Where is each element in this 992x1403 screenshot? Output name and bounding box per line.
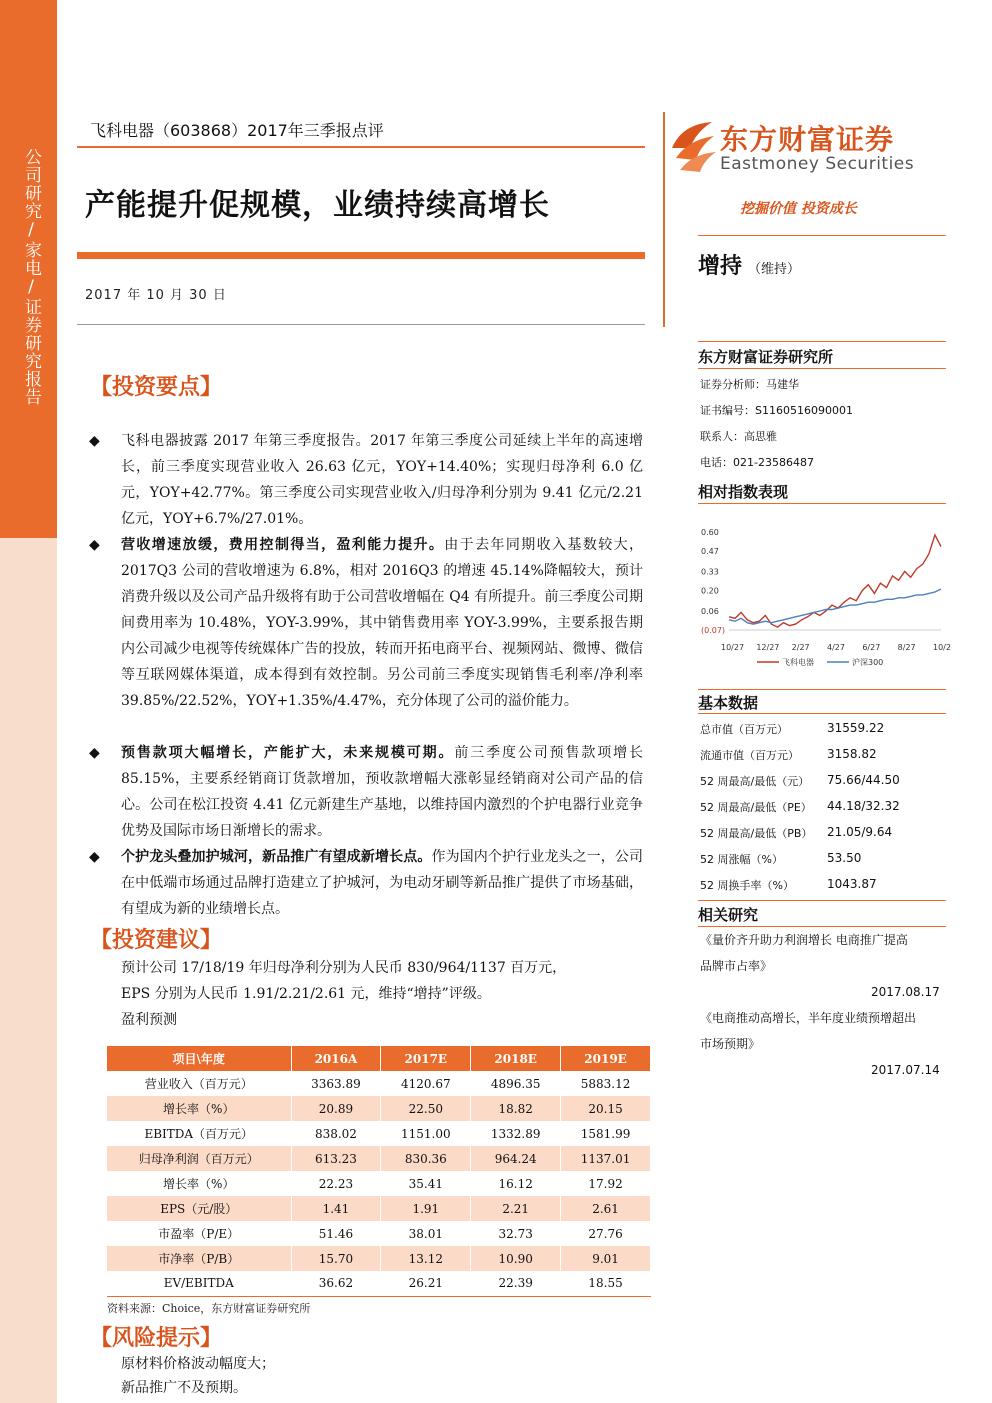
- related-item-2-line1[interactable]: 《电商推动高增长，半年度业绩预增超出: [700, 1011, 917, 1025]
- key-point-4-text: 作为国内个护行业龙头之一，公司在中低端市场通过品牌打造建立了护城河，为电动牙刷等新品推广提供了市场基础，有望成为新的业绩增长点。: [121, 849, 644, 917]
- basic-data-value: 75.66/44.50: [827, 773, 900, 787]
- header-divider: [663, 112, 665, 327]
- y-tick-label: 0.06: [701, 606, 719, 616]
- report-date: 2017 年 10 月 30 日: [85, 288, 227, 303]
- table-cell: EBITDA（百万元）: [107, 1121, 291, 1146]
- table-cell: 36.62: [291, 1271, 381, 1296]
- forecast-table: [107, 1046, 651, 1297]
- bullet-diamond-icon: ◆: [89, 849, 100, 865]
- x-tick-label: 6/27: [862, 643, 881, 652]
- brand-name-en: Eastmoney Securities: [720, 154, 915, 174]
- bullet-diamond-icon: ◆: [89, 745, 100, 761]
- table-cell: 4896.35: [471, 1071, 561, 1096]
- legend-label: 沪深300: [852, 658, 884, 667]
- table-cell: 38.01: [381, 1221, 471, 1246]
- basic-data-label: 52 周最高/最低（PB）: [700, 827, 813, 840]
- rating-sub: （维持）: [748, 262, 801, 277]
- basic-data-label: 流通市值（百万元）: [700, 749, 799, 762]
- suggestion-title: 【投资建议】: [90, 927, 223, 953]
- table-cell: 613.23: [291, 1146, 381, 1171]
- suggestion-line-1: 预计公司 17/18/19 年归母净利分别为人民币 830/964/1137 百万元，: [121, 960, 567, 976]
- forecast-caption: 盈利预测: [121, 1012, 177, 1028]
- table-row: [107, 1246, 651, 1271]
- page-title: 产能提升促规模，业绩持续高增长: [85, 188, 550, 223]
- table-cell: 18.82: [471, 1096, 561, 1121]
- table-cell: 830.36: [381, 1146, 471, 1171]
- table-row: [107, 1196, 651, 1221]
- table-cell: 市净率（P/B）: [107, 1246, 291, 1271]
- table-cell: 27.76: [561, 1221, 651, 1246]
- table-row: [107, 1121, 651, 1146]
- table-header-cell: 2018E: [471, 1046, 561, 1071]
- table-cell: 4120.67: [381, 1071, 471, 1096]
- x-tick-label: 4/27: [827, 643, 845, 652]
- table-cell: 3363.89: [291, 1071, 381, 1096]
- rating: [698, 249, 800, 280]
- brand-name: 东方财富证券: [720, 123, 895, 156]
- basic-data-top-rule: [698, 689, 946, 690]
- table-cell: 1.91: [381, 1196, 471, 1221]
- rating-rule: [698, 235, 946, 236]
- chart-title: 相对指数表现: [698, 483, 789, 501]
- brand-slogan: 挖掘价值 投资成长: [740, 201, 857, 217]
- sidebar-category: 公司研究/家电/证券研究报告: [21, 148, 41, 406]
- table-cell: 22.39: [471, 1271, 561, 1296]
- table-header-cell: 2017E: [381, 1046, 471, 1071]
- key-point-2-text: 由于去年同期收入基数较大，2017Q3 公司的营收增速为 6.8%，相对 2016Q3 的增速 45.14%降幅较大，预计消费升级以及公司产品升级将有助于公司营收增幅在 Q4 有所提升。前三季度公司期间费用率为 10.48%，YOY-3.99%，其中销售费用率 YOY-3.99%，主要系报告期内公司减少电视等传统媒体广告的投放，转而开拓电商平台、视频网站、微博、微信等互联网媒体渠道，成本得到有效控制。另公司前三季度实现销售毛利率/净利率 39.85%/22.52%，YOY+1.35%/4.47%，充分体现了公司的溢价能力。: [121, 537, 644, 709]
- table-cell: 18.55: [561, 1271, 651, 1296]
- x-tick-label: 10/27: [721, 643, 745, 652]
- table-cell: 10.90: [471, 1246, 561, 1271]
- key-point-1-text: 飞科电器披露 2017 年第三季度报告。2017 年第三季度公司延续上半年的高速增长，前三季度实现营业收入 26.63 亿元，YOY+14.40%；实现归母净利 6.0 亿元，YOY+42.77%。第三季度公司实现营业收入/归母净利分别为 9.41 亿元/2.21 亿元，YOY+6.7%/27.01%。: [121, 433, 643, 527]
- table-header-cell: 2016A: [291, 1046, 381, 1071]
- x-tick-label: 12/27: [756, 643, 780, 652]
- table-cell: 2.21: [471, 1196, 561, 1221]
- basic-data-value: 53.50: [827, 851, 862, 865]
- bullet-diamond-icon: ◆: [89, 433, 100, 449]
- related-item-1-date: 2017.08.17: [871, 985, 940, 999]
- key-point-1: [121, 428, 643, 532]
- table-cell: 1.41: [291, 1196, 381, 1221]
- table-cell: 32.73: [471, 1221, 561, 1246]
- analyst: 证券分析师：马建华: [700, 378, 799, 391]
- chart-rule: [698, 503, 946, 504]
- table-cell: 20.15: [561, 1096, 651, 1121]
- risk-line-1: 原材料价格波动幅度大；: [121, 1356, 275, 1372]
- x-tick-label: 10/2: [933, 643, 951, 652]
- basic-data-label: 52 周涨幅（%）: [700, 853, 783, 866]
- related-title: 相关研究: [698, 906, 759, 924]
- table-cell: 35.41: [381, 1171, 471, 1196]
- table-cell: 26.21: [381, 1271, 471, 1296]
- risk-title: 【风险提示】: [90, 1325, 223, 1351]
- institute-name: 东方财富证券研究所: [698, 348, 834, 366]
- legend-label: 飞科电器: [782, 658, 814, 667]
- table-cell: 20.89: [291, 1096, 381, 1121]
- table-header-cell: 2019E: [561, 1046, 651, 1071]
- basic-data-value: 21.05/9.64: [827, 825, 893, 839]
- table-cell: 归母净利润（百万元）: [107, 1146, 291, 1171]
- date-rule: [77, 324, 645, 325]
- basic-data-label: 52 周最高/最低（元）: [700, 775, 810, 788]
- table-row: [107, 1171, 651, 1196]
- table-cell: 增长率（%）: [107, 1171, 291, 1196]
- basic-data-value: 1043.87: [827, 877, 877, 891]
- table-cell: 2.61: [561, 1196, 651, 1221]
- key-points-title: 【投资要点】: [90, 374, 223, 400]
- related-item-2-date: 2017.07.14: [871, 1063, 940, 1077]
- y-tick-label: 0.20: [701, 586, 719, 596]
- table-row: [107, 1071, 651, 1096]
- related-item-1-line2[interactable]: 品牌市占率》: [700, 959, 773, 973]
- institute-top-rule: [698, 341, 946, 342]
- title-rule: [77, 252, 645, 259]
- basic-data-label: 52 周换手率（%）: [700, 879, 794, 892]
- table-cell: 838.02: [291, 1121, 381, 1146]
- phone: 电话：021-23586487: [700, 456, 814, 469]
- contact: 联系人：高思雅: [700, 430, 777, 443]
- y-tick-label: 0.60: [701, 528, 719, 537]
- x-tick-label: 8/27: [897, 643, 916, 652]
- basic-data-value: 31559.22: [827, 721, 885, 735]
- key-point-3-lead: 预售款项大幅增长，产能扩大，未来规模可期。: [121, 745, 455, 761]
- table-cell: 22.50: [381, 1096, 471, 1121]
- table-cell: 1137.01: [561, 1146, 651, 1171]
- header-rule: [77, 146, 645, 148]
- table-cell: 1151.00: [381, 1121, 471, 1146]
- y-tick-label: 0.47: [701, 547, 719, 557]
- table-cell: 16.12: [471, 1171, 561, 1196]
- series-line-feike: [729, 535, 941, 627]
- key-point-3: [121, 740, 643, 844]
- basic-data-label: 52 周最高/最低（PE）: [700, 801, 812, 814]
- related-top-rule: [698, 900, 946, 901]
- key-point-4: [121, 844, 643, 922]
- table-header-cell: 项目\年度: [107, 1046, 291, 1071]
- y-tick-label: (0.07): [701, 626, 726, 635]
- table-cell: 增长率（%）: [107, 1096, 291, 1121]
- report-label: 飞科电器（603868）2017年三季报点评: [90, 121, 384, 140]
- key-point-4-lead: 个护龙头叠加护城河，新品推广有望成新增长点。: [121, 849, 432, 865]
- table-cell: 13.12: [381, 1246, 471, 1271]
- table-cell: 51.46: [291, 1221, 381, 1246]
- y-tick-label: 0.33: [701, 567, 719, 577]
- rating-value: 增持: [698, 254, 743, 279]
- table-cell: 1332.89: [471, 1121, 561, 1146]
- table-row: [107, 1221, 651, 1246]
- table-row: [107, 1096, 651, 1121]
- table-cell: EPS（元/股）: [107, 1196, 291, 1221]
- basic-data-value: 44.18/32.32: [827, 799, 900, 813]
- table-header-row: [107, 1046, 651, 1071]
- table-source: 资料来源：Choice，东方财富证券研究所: [107, 1302, 311, 1315]
- risk-line-2: 新品推广不及预期。: [121, 1380, 247, 1396]
- suggestion-line-2: EPS 分别为人民币 1.91/2.21/2.61 元，维持“增持”评级。: [121, 986, 491, 1002]
- bullet-diamond-icon: ◆: [89, 537, 100, 553]
- table-cell: 1581.99: [561, 1121, 651, 1146]
- table-cell: 15.70: [291, 1246, 381, 1271]
- table-cell: 17.92: [561, 1171, 651, 1196]
- brand-logo-icon: [668, 118, 720, 174]
- table-cell: EV/EBITDA: [107, 1271, 291, 1296]
- table-cell: 营业收入（百万元）: [107, 1071, 291, 1096]
- relative-index-chart: [697, 512, 951, 672]
- key-point-2: [121, 532, 643, 714]
- table-cell: 5883.12: [561, 1071, 651, 1096]
- related-item-1-line1[interactable]: 《量价齐升助力利润增长 电商推广提高: [700, 933, 908, 947]
- table-row: [107, 1271, 651, 1296]
- table-cell: 22.23: [291, 1171, 381, 1196]
- basic-data-rule: [698, 713, 946, 714]
- institute-rule: [698, 368, 946, 369]
- key-point-3-text: 前三季度公司预售款项增长 85.15%，主要系经销商订货款增加，预收款增幅大涨彰显经销商对公司产品的信心。公司在松江投资 4.41 亿元新建生产基地，以维持国内激烈的个护电器行业竞争优势及国际市场日渐增长的需求。: [121, 745, 643, 839]
- basic-data-value: 3158.82: [827, 747, 877, 761]
- table-row: [107, 1146, 651, 1171]
- related-item-2-line2[interactable]: 市场预期》: [700, 1037, 761, 1051]
- x-tick-label: 2/27: [791, 643, 810, 652]
- basic-data-title: 基本数据: [698, 694, 759, 712]
- table-cell: 9.01: [561, 1246, 651, 1271]
- table-cell: 964.24: [471, 1146, 561, 1171]
- table-cell: 市盈率（P/E）: [107, 1221, 291, 1246]
- key-point-2-lead: 营收增速放缓，费用控制得当，盈利能力提升。: [121, 537, 445, 553]
- basic-data-label: 总市值（百万元）: [700, 723, 788, 736]
- cert-number: 证书编号：S1160516090001: [700, 404, 853, 417]
